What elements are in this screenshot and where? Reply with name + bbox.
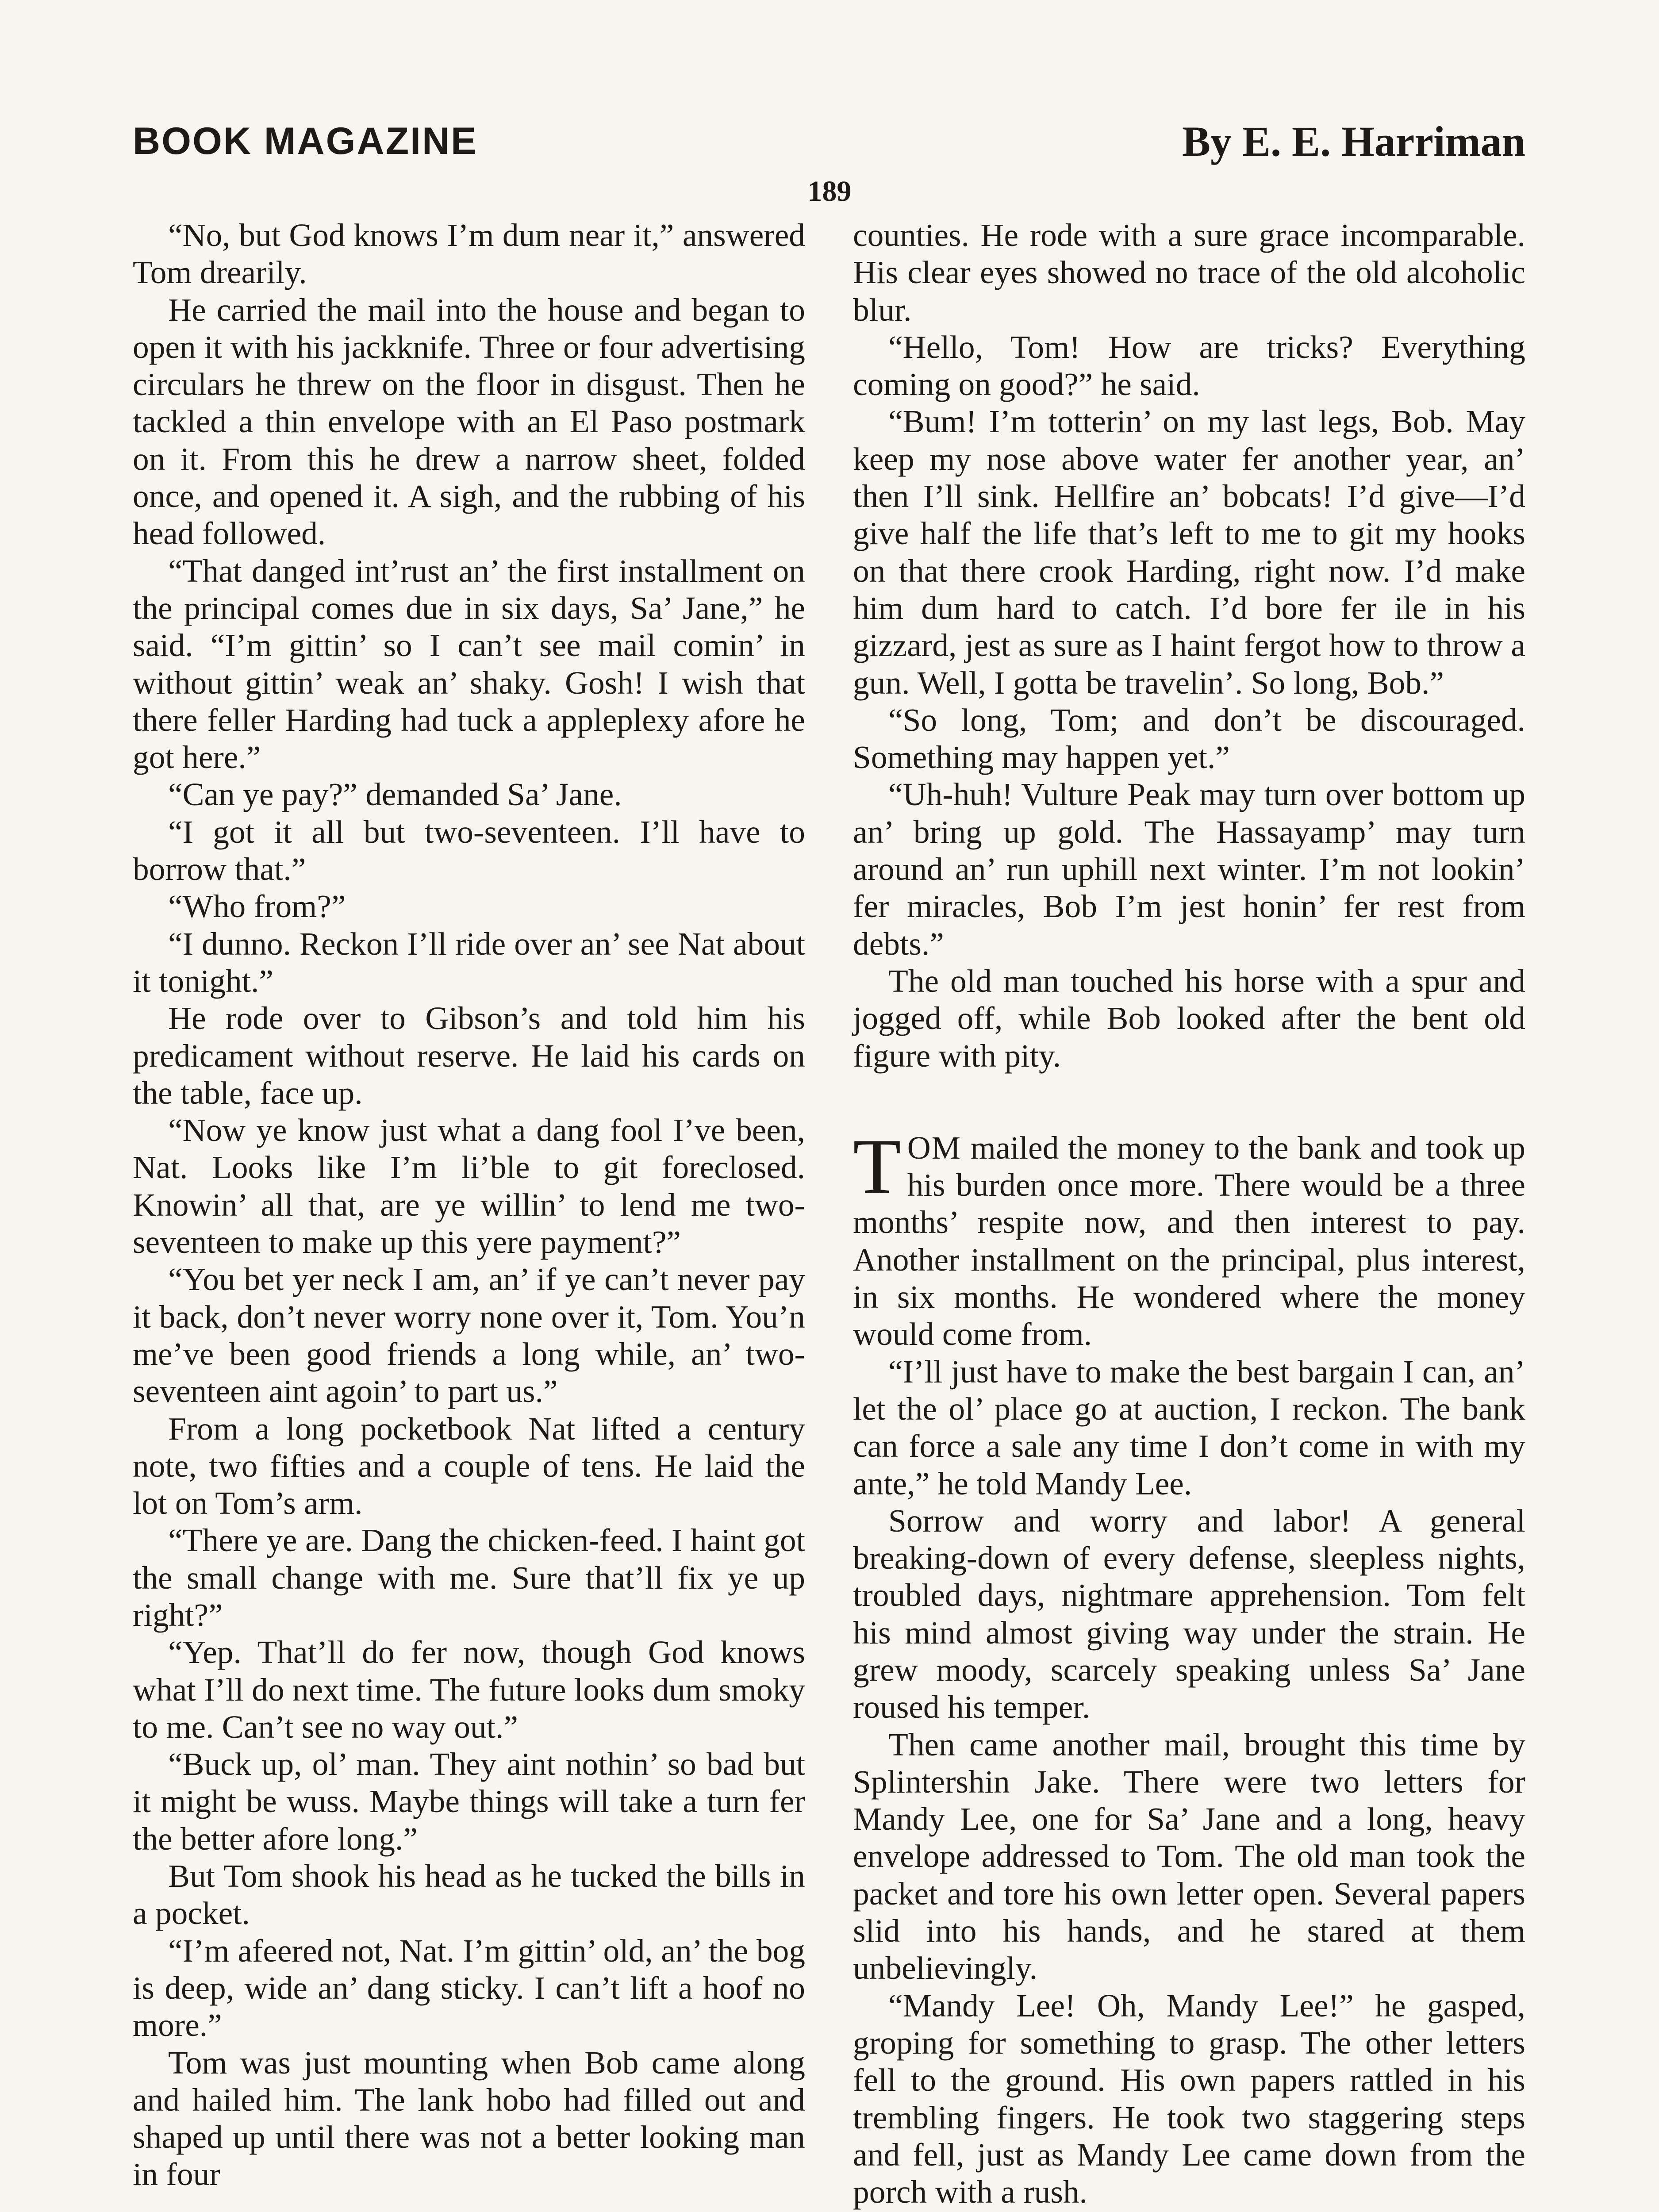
paragraph: “Can ye pay?” demanded Sa’ Jane. bbox=[168, 776, 622, 813]
paragraph: Sorrow and worry and labor! A general breaking-down of every defense, sleepless nights, troubled days, nightmare apprehension. Tom felt his mind almost giving way under the strain. He grew moody, scarcely speaking unless Sa’ Jane roused his temper. bbox=[853, 1502, 1525, 1725]
drop-cap: T bbox=[853, 1122, 901, 1210]
section-opening-paragraph bbox=[853, 1122, 1525, 1353]
paragraph: He rode over to Gibson’s and told him his predicament without reserve. He laid his cards on the table, face up. bbox=[133, 1000, 805, 1111]
paragraph: counties. He rode with a sure grace incomparable. His clear eyes showed no trace of the old alcoholic blur. bbox=[853, 217, 1525, 328]
paragraph: He carried the mail into the house and began to open it with his jackknife. Three or four advertising circulars he threw on the floor in disgust. Then he tackled a thin envelope with an El Paso postmark on it. From this he drew a narrow sheet, folded once, and opened it. A sigh, and the rubbing of his head followed. bbox=[133, 292, 805, 552]
page-number: 189 bbox=[807, 175, 852, 207]
magazine-title: BOOK MAGAZINE bbox=[133, 120, 478, 162]
paragraph: “Buck up, ol’ man. They aint nothin’ so bad but it might be wuss. Maybe things will take a turn fer the better afore long.” bbox=[133, 1746, 805, 1857]
section-break bbox=[853, 1075, 1525, 1129]
paragraph: The old man touched his horse with a spur and jogged off, while Bob looked after the bent old figure with pity. bbox=[853, 963, 1525, 1074]
paragraph: “Uh-huh! Vulture Peak may turn over bottom up an’ bring up gold. The Hassayamp’ may turn around an’ run uphill next winter. I’m not lookin’ fer miracles, Bob I’m jest honin’ fer rest from debts.” bbox=[853, 776, 1525, 962]
paragraph: From a long pocketbook Nat lifted a century note, two fifties and a couple of tens. He laid the lot on Tom’s arm. bbox=[133, 1410, 805, 1521]
small-caps-lead: OM bbox=[907, 1129, 961, 1166]
paragraph: “I dunno. Reckon I’ll ride over an’ see Nat about it tonight.” bbox=[133, 926, 805, 999]
paragraph: “I got it all but two-seventeen. I’ll have to borrow that.” bbox=[133, 814, 805, 887]
paragraph: “Mandy Lee! Oh, Mandy Lee!” he gasped, groping for something to grasp. The other letters fell to the ground. His own papers rattled in his trembling fingers. He took two staggering steps and fell, just as Mandy Lee came down from the porch with a rush. bbox=[853, 1987, 1525, 2210]
paragraph: “Bum! I’m totterin’ on my last legs, Bob. May keep my nose above water fer another year, an’ then I’ll sink. Hellfire an’ bobcats! I’d give—I’d give half the life that’s left to me to git my hooks on that there crook Harding, right now. I’d make him dum hard to catch. I’d bore fer ile in his gizzard, jest as sure as I haint fergot how to throw a gun. Well, I gotta be travelin’. So long, Bob.” bbox=[853, 403, 1525, 701]
left-column bbox=[133, 217, 805, 2193]
paragraph: But Tom shook his head as he tucked the bills in a pocket. bbox=[133, 1858, 805, 1932]
paragraph: “I’ll just have to make the best bargain I can, an’ let the ol’ place go at auction, I reckon. The bank can force a sale any time I don’t come in with my ante,” he told Mandy Lee. bbox=[853, 1353, 1525, 1502]
paragraph: Tom was just mounting when Bob came along and hailed him. The lank hobo had filled out and shaped up until there was not a better looking man in four bbox=[133, 2044, 805, 2193]
running-head bbox=[133, 119, 1525, 173]
author-byline: By E. E. Harriman bbox=[1182, 118, 1525, 165]
right-column bbox=[853, 217, 1525, 2211]
paragraph: “I’m afeered not, Nat. I’m gittin’ old, an’ the bog is deep, wide an’ dang sticky. I can’t lift a hoof no more.” bbox=[133, 1932, 805, 2043]
paragraph-text: mailed the money to the bank and took up his burden once more. There would be a three months’ respite now, and then interest to pay. Another installment on the principal, plus interest, in six months. He wondered where the money would come from. bbox=[853, 1129, 1525, 1352]
paragraph: “Yep. That’ll do fer now, though God knows what I’ll do next time. The future looks dum smoky to me. Can’t see no way out.” bbox=[133, 1634, 805, 1745]
paragraph: Then came another mail, brought this time by Splintershin Jake. There were two letters for Mandy Lee, one for Sa’ Jane and a long, heavy envelope addressed to Tom. The old man took the packet and tore his own letter open. Several papers slid into his hands, and he stared at them unbelievingly. bbox=[853, 1726, 1525, 1986]
paragraph: “There ye are. Dang the chicken-feed. I haint got the small change with me. Sure that’ll fix ye up right?” bbox=[133, 1522, 805, 1633]
paragraph: “Hello, Tom! How are tricks? Everything coming on good?” he said. bbox=[853, 329, 1525, 403]
paragraph: “Who from?” bbox=[168, 888, 346, 925]
paragraph: “Now ye know just what a dang fool I’ve been, Nat. Looks like I’m li’ble to git foreclosed. Knowin’ all that, are ye willin’ to lend me two-seventeen to make up this yere payment?” bbox=[133, 1112, 805, 1260]
paragraph: “So long, Tom; and don’t be discouraged. Something may happen yet.” bbox=[853, 702, 1525, 776]
paragraph: “That danged int’rust an’ the first installment on the principal comes due in six days, Sa’ Jane,” he said. “I’m gittin’ so I can’t see mail comin’ in without gittin’ weak an’ shaky. Gosh! I wish that there feller Harding had tuck a appleplexy afore he got here.” bbox=[133, 553, 805, 776]
paragraph: “You bet yer neck I am, an’ if ye can’t never pay it back, don’t never worry none over it, Tom. You’n me’ve been good friends a long while, an’ two-seventeen aint agoin’ to part us.” bbox=[133, 1261, 805, 1409]
paragraph: “No, but God knows I’m dum near it,” answered Tom drearily. bbox=[133, 217, 805, 291]
